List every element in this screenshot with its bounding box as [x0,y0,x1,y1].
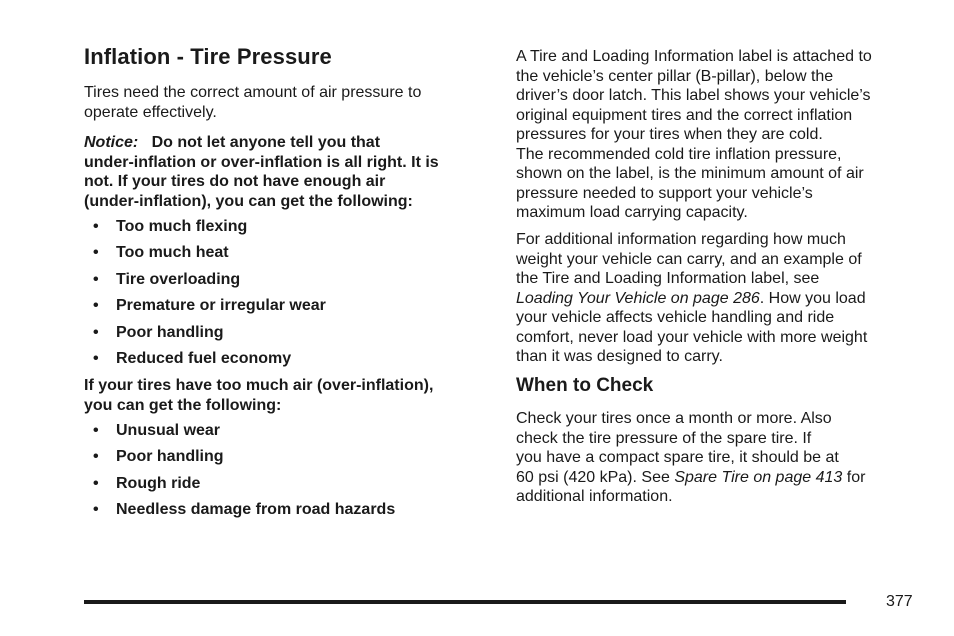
bullet-icon: • [93,297,99,315]
over-line: you can get the following: [84,396,282,414]
list-item: • Poor handling [93,448,224,466]
cross-reference-link[interactable]: Loading Your Vehicle on page 286 [516,289,760,307]
over-line: If your tires have too much air (over-inflation), [84,377,434,394]
bullet-icon: • [93,244,99,262]
over-inflation-intro [84,376,494,415]
section-heading: Inflation - Tire Pressure [84,44,332,69]
notice-line: (under-inflation), you can get the following: [84,192,413,210]
label-paragraph: A Tire and Loading Information label is attached to the vehicle’s center pillar (B-pillar), below the driver’s door latch. This label shows your vehicle’s original equipment tires and the correct inflation pressures for your tires when they are cold. The recommended cold tire inflation pressure, shown on the label, is the minimum amount of air pressure needed to support your vehicle’s maximum load carrying capacity. [516,48,872,221]
intro-line: operate effectively. [84,103,217,121]
over-inflation-list [84,421,395,527]
notice-line: not. If your tires do not have enough air [84,173,386,190]
bullet-icon: • [93,422,99,439]
intro-line: Tires need the correct amount of air pressure to [84,84,422,101]
footer-rule [84,600,846,604]
bullet-icon: • [93,501,99,519]
when-to-check-paragraph: Check your tires once a month or more. Also check the tire pressure of the spare tire. If you have a compact spare tire, it should be at 60 psi (420 kPa). See Spare Tire on page 413 for additional information. [516,410,866,505]
list-item: • Too much heat [93,244,229,262]
notice-label: Notice: [84,134,139,151]
cross-reference-link[interactable]: Spare Tire on page 413 [674,468,843,486]
bullet-icon: • [93,474,99,492]
notice-line: Do not let anyone tell you that [151,134,381,151]
list-item: • Needless damage from road hazards [93,501,396,519]
list-item: • Too much flexing [93,218,248,235]
list-item: • Unusual wear [93,422,221,439]
list-item: • Premature or irregular wear [93,297,326,315]
bullet-icon: • [93,270,99,288]
bullet-icon: • [93,448,99,466]
bullet-icon: • [93,349,99,367]
list-item: • Reduced fuel economy [93,349,292,367]
list-item: • Rough ride [93,474,201,492]
notice-paragraph [84,133,494,211]
notice-line: under-inflation or over-inflation is all right. It is [84,153,439,171]
list-item: • Tire overloading [93,270,241,288]
intro-paragraph [84,83,484,122]
under-inflation-list [84,217,326,375]
list-item: • Poor handling [93,323,224,341]
additional-info-paragraph: For additional information regarding how much weight your vehicle can carry, and an example of the Tire and Loading Information label, see Loading Your Vehicle on page 286. How you load your vehicle affects vehicle handling and ride comfort, never load your vehicle with more weight than it was designed to carry. [516,231,868,365]
page-number: 377 [886,593,913,610]
bullet-icon: • [93,323,99,341]
subsection-heading: When to Check [516,375,654,396]
bullet-icon: • [93,218,99,235]
